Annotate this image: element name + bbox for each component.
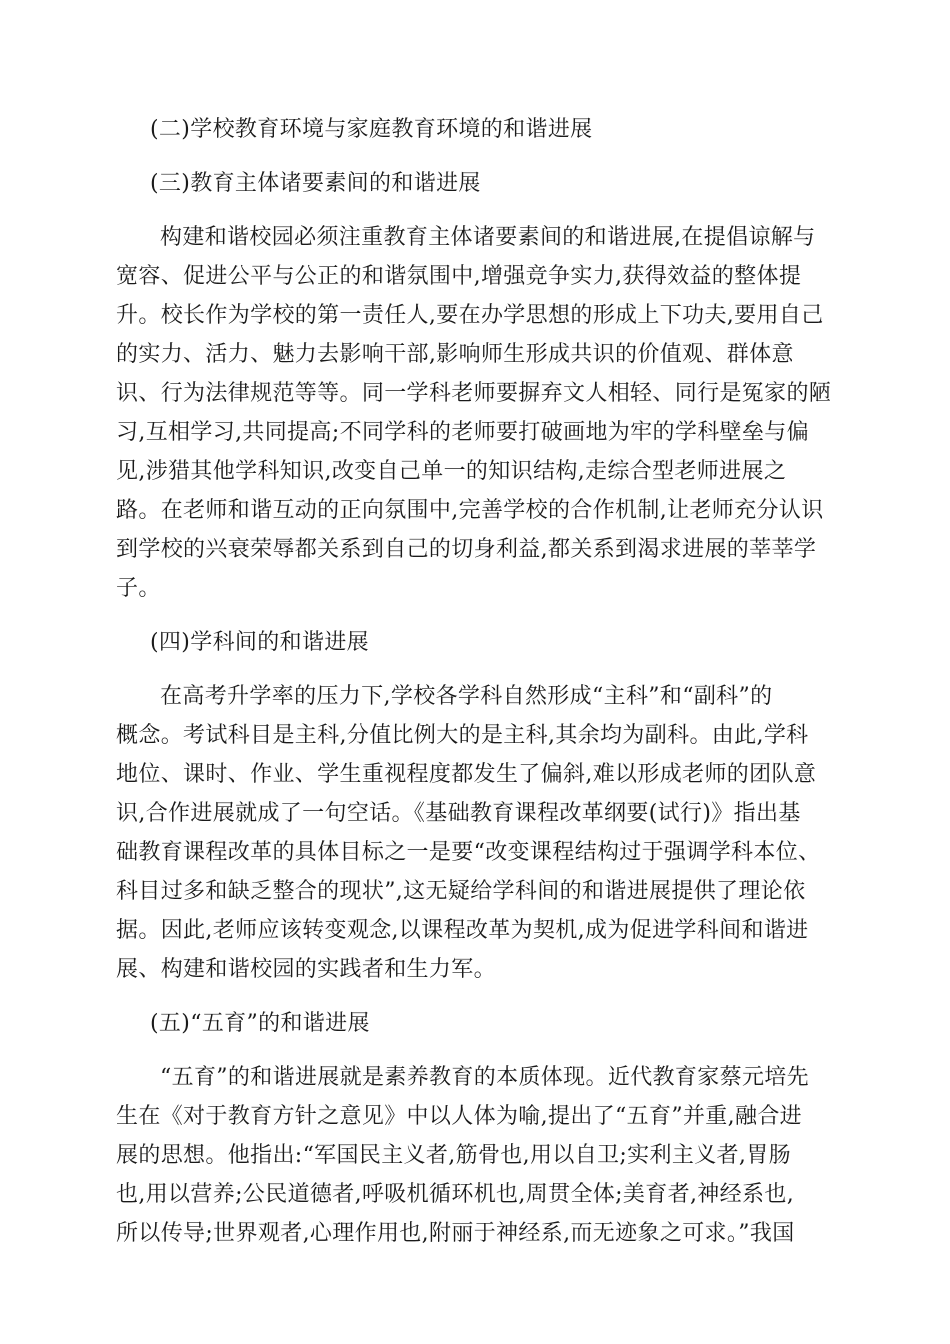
paragraph-line: 在高考升学率的压力下,学校各学科自然形成“主科”和“副科”的 — [160, 684, 773, 709]
paragraph-line: 构建和谐校园必须注重教育主体诸要素间的和谐进展,在提倡谅解与 — [160, 225, 816, 250]
paragraph-line: 宽容、促进公平与公正的和谐氛围中,增强竞争实力,获得效益的整体提 — [116, 264, 802, 289]
section-heading-4: (四)学科间的和谐进展 — [150, 630, 370, 655]
paragraph-line: 据。因此,老师应该转变观念,以课程改革为契机,成为促进学科间和谐进 — [116, 918, 809, 943]
paragraph-line: 到学校的兴衰荣辱都关系到自己的切身利益,都关系到渴求进展的莘莘学 — [116, 537, 817, 562]
paragraph-line: 识、行为法律规范等等。同一学科老师要摒弃文人相轻、同行是冤家的陋 — [116, 381, 832, 406]
paragraph-line: 也,用以营养;公民道德者,呼吸机循环机也,周贯全体;美育者,神经系也, — [116, 1182, 795, 1207]
paragraph-line: 识,合作进展就成了一句空话。《基础教育课程改革纲要(试行)》指出基 — [116, 801, 801, 826]
paragraph-line: 生在《对于教育方针之意见》中以人体为喻,提出了“五育”并重,融合进 — [116, 1104, 803, 1129]
section-heading-3: (三)教育主体诸要素间的和谐进展 — [150, 171, 481, 196]
paragraph-line: 展的思想。他指出:“军国民主义者,筋骨也,用以自卫;实利主义者,胃肠 — [116, 1143, 791, 1168]
paragraph-line: 科目过多和缺乏整合的现状”,这无疑给学科间的和谐进展提供了理论依 — [116, 879, 806, 904]
paragraph-line: 概念。考试科目是主科,分值比例大的是主科,其余均为副科。由此,学科 — [116, 723, 809, 748]
paragraph-line: 子。 — [116, 576, 161, 601]
paragraph-line: 升。校长作为学校的第一责任人,要在办学思想的形成上下功夫,要用自己 — [116, 303, 824, 328]
paragraph-line: 的实力、活力、魅力去影响干部,影响师生形成共识的价值观、群体意 — [116, 342, 794, 367]
section-heading-5: (五)“五育”的和谐进展 — [150, 1011, 370, 1036]
paragraph-line: 路。在老师和谐互动的正向氛围中,完善学校的合作机制,让老师充分认识 — [116, 498, 824, 523]
paragraph-line: 础教育课程改革的具体目标之一是要“改变课程结构过于强调学科本位、 — [116, 840, 821, 865]
paragraph-line: 地位、课时、作业、学生重视程度都发生了偏斜,难以形成老师的团队意 — [116, 762, 817, 787]
paragraph-line: 习,互相学习,共同提高;不同学科的老师要打破画地为牢的学科壁垒与偏 — [116, 420, 809, 445]
section-heading-2: (二)学校教育环境与家庭教育环境的和谐进展 — [150, 117, 593, 142]
paragraph-line: 所以传导;世界观者,心理作用也,附丽于神经系,而无迹象之可求。”我国 — [116, 1221, 795, 1246]
paragraph-line: 展、构建和谐校园的实践者和生力军。 — [116, 957, 496, 982]
paragraph-line: 见,涉猎其他学科知识,改变自己单一的知识结构,走综合型老师进展之 — [116, 459, 787, 484]
paragraph-line: “五育”的和谐进展就是素养教育的本质体现。近代教育家蔡元培先 — [160, 1065, 809, 1090]
